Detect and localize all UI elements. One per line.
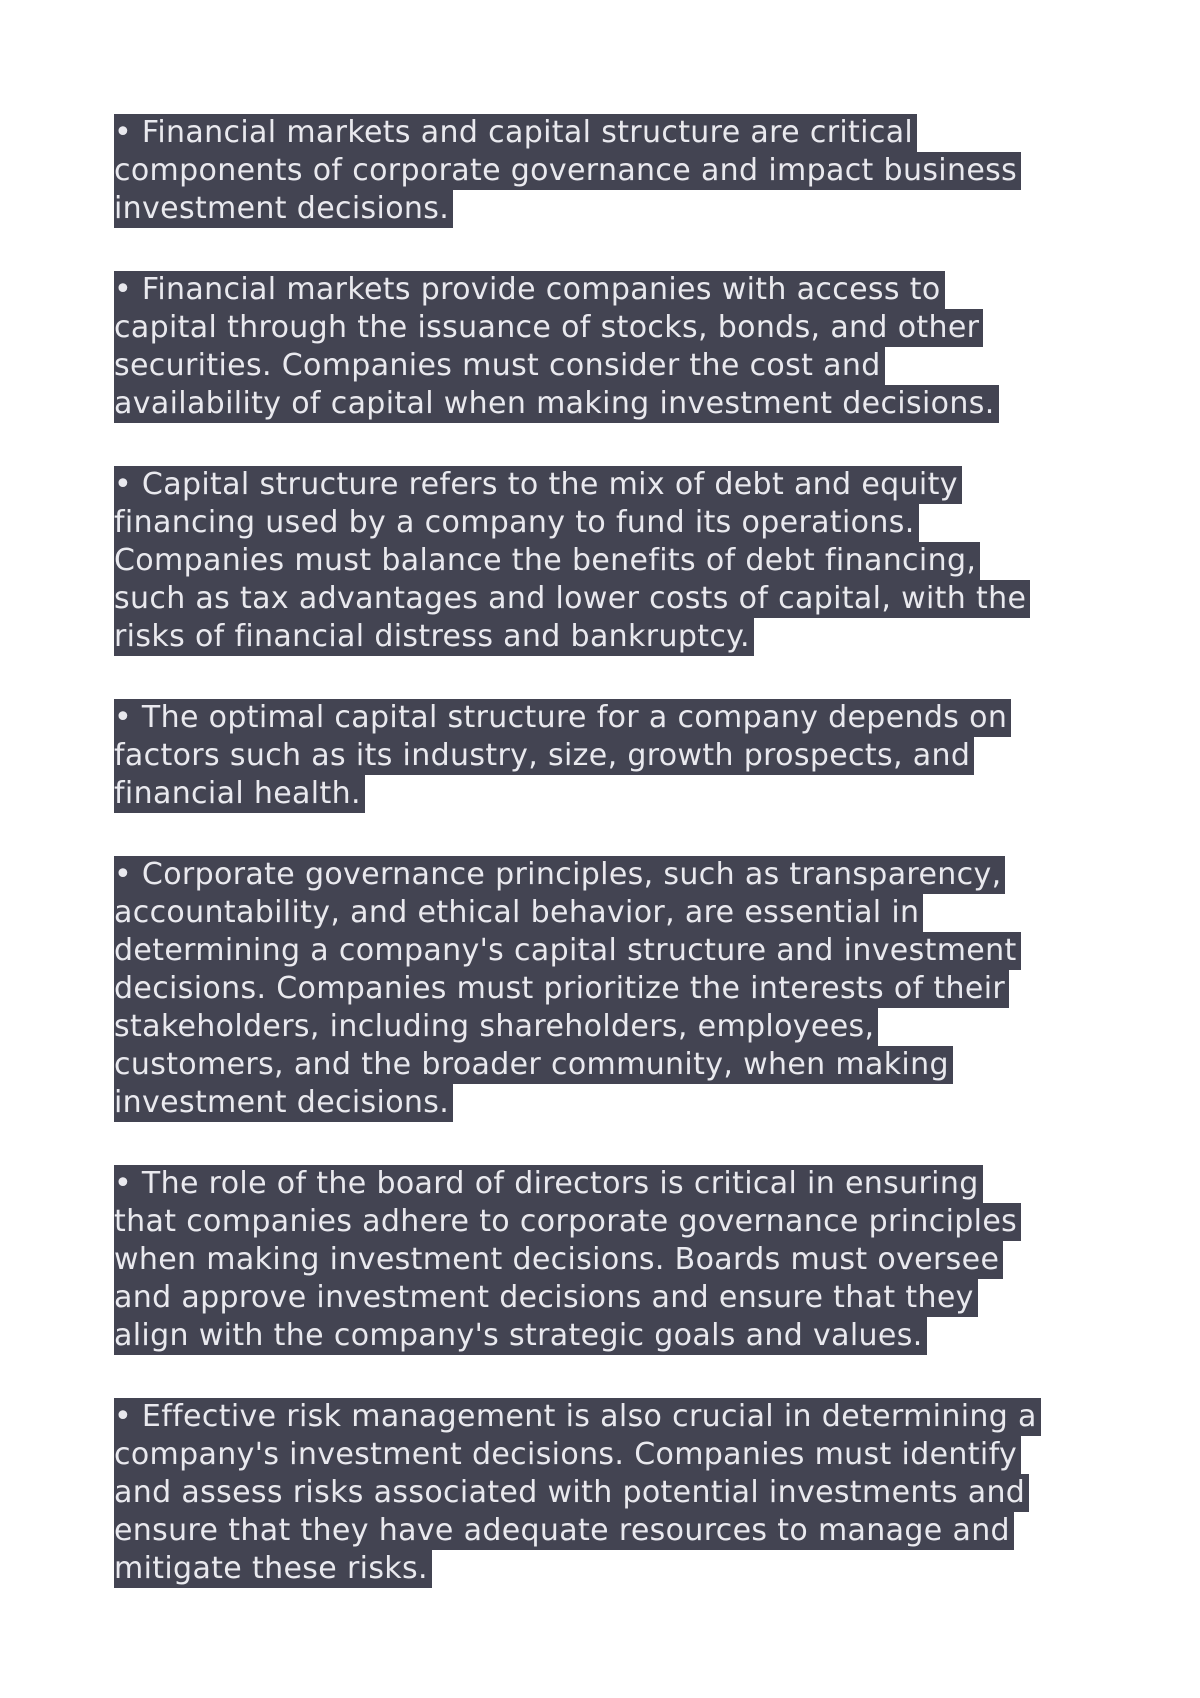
text-line: financial health. xyxy=(114,775,365,813)
text-line: customers, and the broader community, when making xyxy=(114,1046,953,1084)
bullet-paragraph-6 xyxy=(114,1165,1094,1355)
text-line: that companies adhere to corporate governance principles xyxy=(114,1203,1021,1241)
text-line: investment decisions. xyxy=(114,190,453,228)
text-line: • Financial markets provide companies with access to xyxy=(114,271,945,309)
text-line: stakeholders, including shareholders, employees, xyxy=(114,1008,878,1046)
bullet-paragraph-4 xyxy=(114,699,1094,813)
bullet-paragraph-1 xyxy=(114,114,1094,228)
bullet-paragraph-2 xyxy=(114,271,1094,423)
text-line: determining a company's capital structure and investment xyxy=(114,932,1021,970)
text-line: capital through the issuance of stocks, bonds, and other xyxy=(114,309,983,347)
text-line: align with the company's strategic goals and values. xyxy=(114,1317,927,1355)
text-line: investment decisions. xyxy=(114,1084,453,1122)
text-line: risks of financial distress and bankruptcy. xyxy=(114,618,754,656)
text-line: Companies must balance the benefits of debt financing, xyxy=(114,542,980,580)
text-line: • Capital structure refers to the mix of debt and equity xyxy=(114,466,962,504)
bullet-paragraph-7 xyxy=(114,1398,1094,1588)
text-line: • The role of the board of directors is critical in ensuring xyxy=(114,1165,983,1203)
text-line: when making investment decisions. Boards must oversee xyxy=(114,1241,1003,1279)
text-line: financing used by a company to fund its operations. xyxy=(114,504,919,542)
text-line: factors such as its industry, size, growth prospects, and xyxy=(114,737,974,775)
bullet-paragraph-3 xyxy=(114,466,1094,656)
text-line: ensure that they have adequate resources to manage and xyxy=(114,1512,1014,1550)
text-line: and approve investment decisions and ensure that they xyxy=(114,1279,978,1317)
text-line: decisions. Companies must prioritize the interests of their xyxy=(114,970,1009,1008)
text-line: • Effective risk management is also crucial in determining a xyxy=(114,1398,1041,1436)
text-line: mitigate these risks. xyxy=(114,1550,432,1588)
bullet-paragraph-5 xyxy=(114,856,1094,1122)
text-line: • Financial markets and capital structure are critical xyxy=(114,114,917,152)
text-line: securities. Companies must consider the cost and xyxy=(114,347,885,385)
document-page xyxy=(114,114,1094,1631)
text-line: • The optimal capital structure for a company depends on xyxy=(114,699,1011,737)
text-line: • Corporate governance principles, such as transparency, xyxy=(114,856,1005,894)
text-line: accountability, and ethical behavior, are essential in xyxy=(114,894,923,932)
text-line: availability of capital when making investment decisions. xyxy=(114,385,999,423)
text-line: and assess risks associated with potential investments and xyxy=(114,1474,1029,1512)
text-line: company's investment decisions. Companies must identify xyxy=(114,1436,1021,1474)
text-line: such as tax advantages and lower costs of capital, with the xyxy=(114,580,1030,618)
text-line: components of corporate governance and impact business xyxy=(114,152,1021,190)
